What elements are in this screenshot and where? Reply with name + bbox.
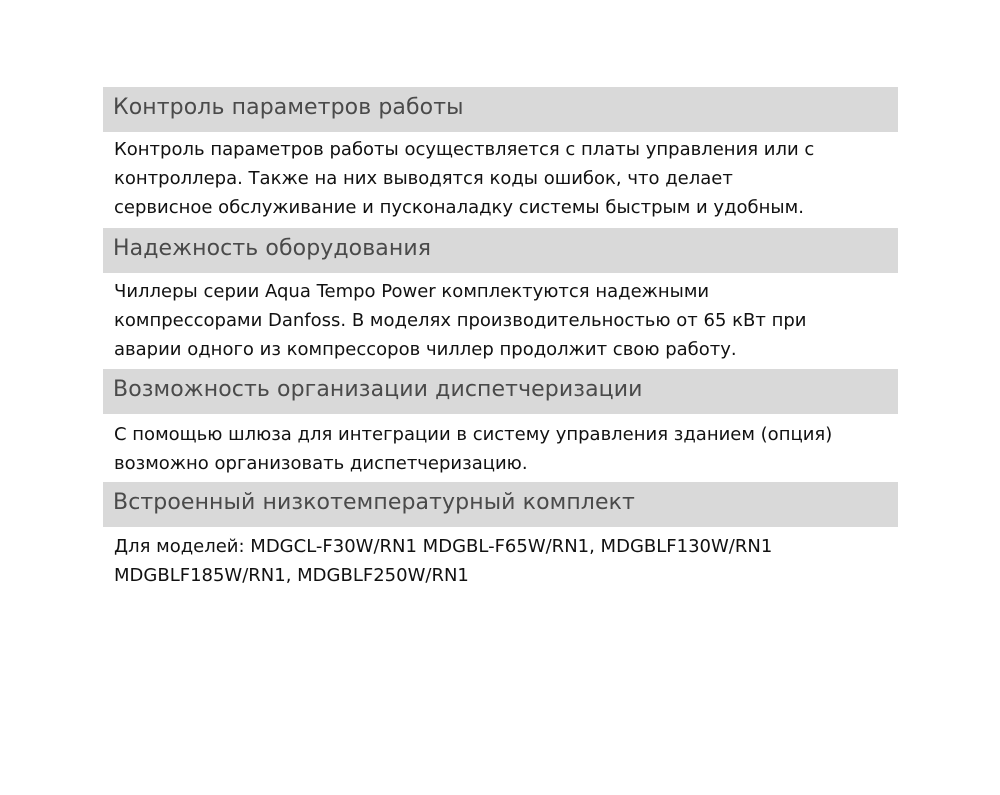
paragraph-line: Контроль параметров работы осуществляется с платы управления или с [114, 139, 815, 160]
paragraph-line: компрессорами Danfoss. В моделях производительностью от 65 кВт при [114, 310, 807, 331]
paragraph-line: контроллера. Также на них выводятся коды ошибок, что делает [114, 168, 733, 189]
paragraph-line: аварии одного из компрессоров чиллер продолжит свою работу. [114, 339, 737, 360]
section-header-monitoring [103, 87, 898, 132]
section-body-low-temp-kit [114, 532, 904, 590]
section-header-low-temp-kit [103, 482, 898, 527]
section-title: Возможность организации диспетчеризации [113, 377, 643, 402]
paragraph-line: Чиллеры серии Aqua Tempo Power комплектуются надежными [114, 281, 710, 302]
paragraph-line: сервисное обслуживание и пусконаладку системы быстрым и удобным. [114, 197, 804, 218]
section-header-reliability [103, 228, 898, 273]
section-body-dispatching [114, 420, 904, 478]
section-title: Контроль параметров работы [113, 95, 464, 120]
section-body-reliability [114, 277, 904, 364]
section-header-dispatching [103, 369, 898, 414]
paragraph-line: MDGBLF185W/RN1, MDGBLF250W/RN1 [114, 565, 469, 586]
paragraph-line: С помощью шлюза для интеграции в систему управления зданием (опция) [114, 424, 833, 445]
section-title: Встроенный низкотемпературный комплект [113, 490, 635, 515]
section-body-monitoring [114, 135, 904, 222]
paragraph-line: Для моделей: MDGCL-F30W/RN1 MDGBL-F65W/RN1, MDGBLF130W/RN1 [114, 536, 773, 557]
section-title: Надежность оборудования [113, 236, 432, 261]
paragraph-line: возможно организовать диспетчеризацию. [114, 453, 528, 474]
